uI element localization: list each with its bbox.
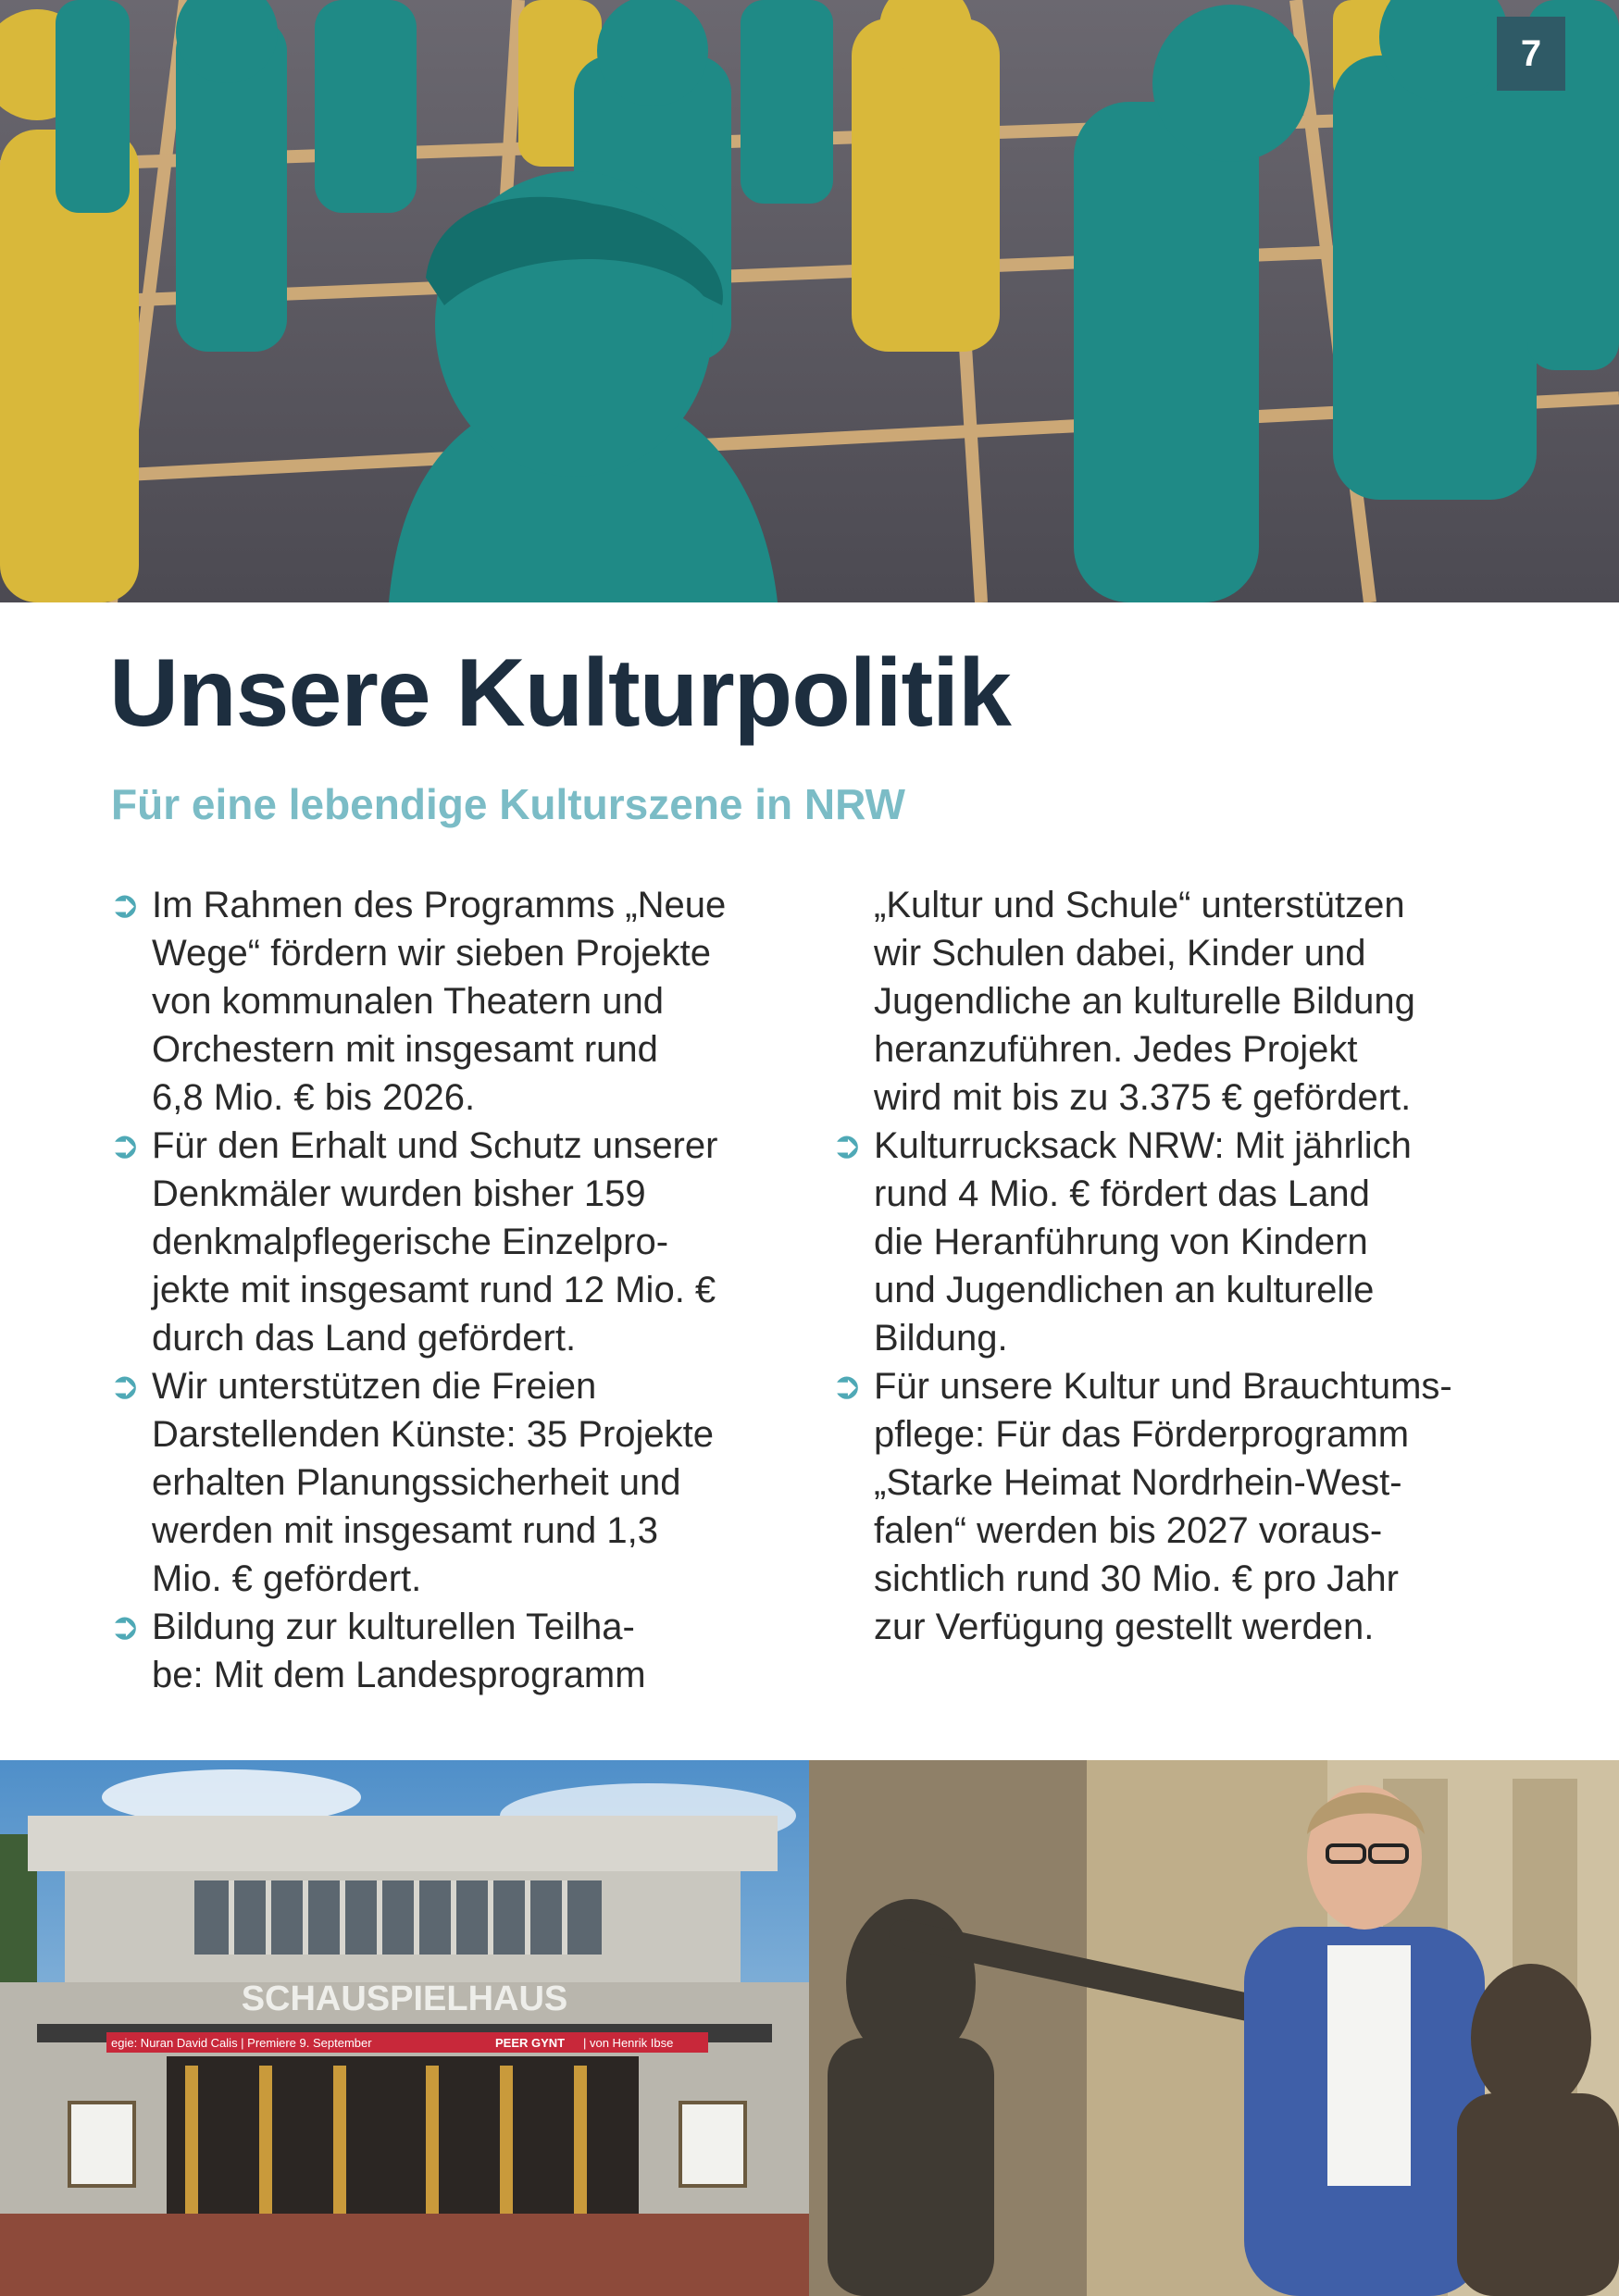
right-column (831, 881, 1535, 1651)
arrow-right-icon: ➲ (831, 1366, 863, 1407)
text-line: von kommunalen Theatern und (152, 981, 664, 1022)
arrow-right-icon: ➲ (109, 1607, 141, 1647)
text-line: pflege: Für das Förderprogramm (874, 1414, 1410, 1455)
list-item (109, 1362, 813, 1603)
page-number-badge (1497, 17, 1565, 91)
page-title: Unsere Kulturpolitik (109, 639, 1011, 747)
list-item (109, 1122, 813, 1362)
text-line: sichtlich rund 30 Mio. € pro Jahr (874, 1558, 1399, 1599)
text-line: Denkmäler wurden bisher 159 (152, 1173, 646, 1214)
theater-banner-author: | von Henrik Ibse (583, 2036, 674, 2050)
continued-text (831, 881, 1535, 1122)
schauspielhaus-illustration (0, 1760, 809, 2296)
text-line: Bildung zur kulturellen Teilha- (152, 1607, 635, 1647)
hero-photo (0, 0, 1619, 602)
bullet-list-right (831, 1122, 1535, 1651)
text-line: zur Verfügung gestellt werden. (874, 1607, 1375, 1647)
theater-banner-credit: egie: Nuran David Calis | Premiere 9. September (111, 2036, 372, 2050)
text-line: Kulturrucksack NRW: Mit jährlich (874, 1125, 1412, 1166)
list-item (831, 1122, 1535, 1362)
portrait-illustration (809, 1760, 1619, 2296)
list-item (109, 1603, 813, 1699)
bullet-list-left (109, 881, 813, 1699)
portrait-photo (809, 1760, 1619, 2296)
text-line: Mio. € gefördert. (152, 1558, 422, 1599)
text-line: die Heranführung von Kindern (874, 1222, 1368, 1262)
text-line: Für unsere Kultur und Brauchtums- (874, 1366, 1452, 1407)
text-line: werden mit insgesamt rund 1,3 (152, 1510, 658, 1551)
text-line: Bildung. (874, 1318, 1008, 1359)
page-number: 7 (1520, 32, 1542, 74)
text-line: jekte mit insgesamt rund 12 Mio. € (152, 1270, 716, 1310)
arrow-right-icon: ➲ (109, 1366, 141, 1407)
text-line: be: Mit dem Landesprogramm (152, 1655, 646, 1695)
arrow-right-icon: ➲ (109, 885, 141, 925)
list-item (831, 1362, 1535, 1651)
text-line: und Jugendlichen an kulturelle (874, 1270, 1375, 1310)
text-line: Jugendliche an kulturelle Bildung (874, 981, 1415, 1022)
text-line: heranzuführen. Jedes Projekt (874, 1029, 1358, 1070)
text-line: Im Rahmen des Programms „Neue (152, 885, 727, 925)
text-line: rund 4 Mio. € fördert das Land (874, 1173, 1370, 1214)
arrow-right-icon: ➲ (109, 1125, 141, 1166)
text-line: Wege“ fördern wir sieben Projekte (152, 933, 711, 974)
text-line: denkmalpflegerische Einzelpro- (152, 1222, 669, 1262)
theater-banner-title: PEER GYNT (495, 2036, 566, 2050)
figurines-illustration (0, 0, 1619, 602)
list-item (109, 881, 813, 1122)
text-line: „Starke Heimat Nordrhein-West- (874, 1462, 1402, 1503)
text-line: wir Schulen dabei, Kinder und (874, 933, 1366, 974)
text-line: durch das Land gefördert. (152, 1318, 577, 1359)
text-line: falen“ werden bis 2027 voraus- (874, 1510, 1383, 1551)
text-line: 6,8 Mio. € bis 2026. (152, 1077, 476, 1118)
text-line: Wir unterstützen die Freien (152, 1366, 597, 1407)
text-line: wird mit bis zu 3.375 € gefördert. (874, 1077, 1412, 1118)
page-subtitle: Für eine lebendige Kulturszene in NRW (111, 780, 905, 828)
text-line: erhalten Planungssicherheit und (152, 1462, 681, 1503)
text-line: Orchestern mit insgesamt rund (152, 1029, 658, 1070)
arrow-right-icon: ➲ (831, 1125, 863, 1166)
theater-photo (0, 1760, 809, 2296)
text-line: Für den Erhalt und Schutz unserer (152, 1125, 718, 1166)
text-line: „Kultur und Schule“ unterstützen (874, 885, 1405, 925)
theater-sign: SCHAUSPIELHAUS (241, 1980, 568, 2018)
text-line: Darstellenden Künste: 35 Projekte (152, 1414, 715, 1455)
left-column (109, 881, 813, 1699)
